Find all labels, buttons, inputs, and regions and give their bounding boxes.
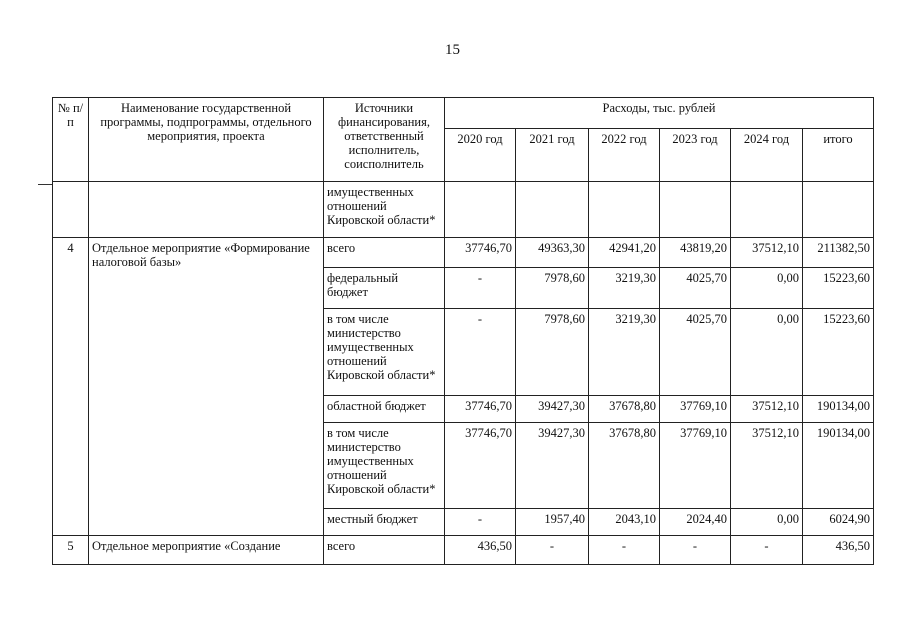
cell-2023: - [660, 536, 731, 565]
cell-2024: 0,00 [731, 509, 803, 536]
scan-artifact-line [38, 184, 52, 185]
header-year-2024: 2024 год [731, 129, 803, 182]
header-sources: Источники финансирования, ответственный исполнитель, соисполнитель [324, 98, 445, 182]
header-year-2022: 2022 год [589, 129, 660, 182]
cell-2020: - [445, 268, 516, 309]
cell-total: 211382,50 [803, 238, 874, 268]
cell-source: всего [324, 238, 445, 268]
item-name: Отдельное мероприятие «Формирование налоговой базы» [89, 238, 324, 536]
cell-2023: 4025,70 [660, 309, 731, 396]
cell-2022: 3219,30 [589, 268, 660, 309]
cell-total [803, 182, 874, 238]
cell-2023: 2024,40 [660, 509, 731, 536]
page-number: 15 [445, 42, 460, 58]
cell-2024: 37512,10 [731, 423, 803, 509]
table-row [53, 238, 874, 268]
cell-2021: 39427,30 [516, 423, 589, 509]
header-year-2021: 2021 год [516, 129, 589, 182]
cell-total: 15223,60 [803, 309, 874, 396]
cell-total: 15223,60 [803, 268, 874, 309]
cell-2023 [660, 182, 731, 238]
cell-2023: 37769,10 [660, 396, 731, 423]
item-number: 5 [53, 536, 89, 565]
cell-2024: 37512,10 [731, 238, 803, 268]
cell-2022: 37678,80 [589, 423, 660, 509]
cell-2020 [445, 182, 516, 238]
cell-2023: 37769,10 [660, 423, 731, 509]
cell-2022: - [589, 536, 660, 565]
header-expenses: Расходы, тыс. рублей [445, 98, 874, 129]
cell-source: всего [324, 536, 445, 565]
cell-source: имущественных отношений Кировской области* [324, 182, 445, 238]
cell-2020: 37746,70 [445, 423, 516, 509]
cell-2021: 49363,30 [516, 238, 589, 268]
cell-2024: 37512,10 [731, 396, 803, 423]
cell-2021 [516, 182, 589, 238]
table-row [53, 182, 874, 238]
cell-2020: 37746,70 [445, 238, 516, 268]
cell-2024: 0,00 [731, 268, 803, 309]
cell-source: федеральный бюджет [324, 268, 445, 309]
table-row [53, 536, 874, 565]
cell-2021: 1957,40 [516, 509, 589, 536]
cell-total: 436,50 [803, 536, 874, 565]
header-name: Наименование государственной программы, подпрограммы, отдельного мероприятия, проекта [89, 98, 324, 182]
cell-2024 [731, 182, 803, 238]
cell-2021: 7978,60 [516, 309, 589, 396]
cell-2021: 7978,60 [516, 268, 589, 309]
cell-2020: 37746,70 [445, 396, 516, 423]
cell-num [53, 182, 89, 238]
cell-2022: 42941,20 [589, 238, 660, 268]
cell-2021: 39427,30 [516, 396, 589, 423]
header-total: итого [803, 129, 874, 182]
header-year-2020: 2020 год [445, 129, 516, 182]
cell-2020: - [445, 309, 516, 396]
cell-total: 6024,90 [803, 509, 874, 536]
cell-2022 [589, 182, 660, 238]
cell-2021: - [516, 536, 589, 565]
cell-source: местный бюджет [324, 509, 445, 536]
cell-2022: 37678,80 [589, 396, 660, 423]
cell-2023: 43819,20 [660, 238, 731, 268]
cell-2020: 436,50 [445, 536, 516, 565]
cell-2024: - [731, 536, 803, 565]
cell-total: 190134,00 [803, 423, 874, 509]
cell-name [89, 182, 324, 238]
header-row-1 [53, 98, 874, 129]
item-number: 4 [53, 238, 89, 536]
cell-source: в том числе министерство имущественных отношений Кировской области* [324, 309, 445, 396]
header-year-2023: 2023 год [660, 129, 731, 182]
cell-2024: 0,00 [731, 309, 803, 396]
budget-table [52, 97, 874, 565]
cell-source: в том числе министерство имущественных отношений Кировской области* [324, 423, 445, 509]
cell-2020: - [445, 509, 516, 536]
cell-2023: 4025,70 [660, 268, 731, 309]
cell-source: областной бюджет [324, 396, 445, 423]
header-num: № п/п [53, 98, 89, 182]
cell-2022: 2043,10 [589, 509, 660, 536]
cell-2022: 3219,30 [589, 309, 660, 396]
item-name: Отдельное мероприятие «Создание [89, 536, 324, 565]
cell-total: 190134,00 [803, 396, 874, 423]
